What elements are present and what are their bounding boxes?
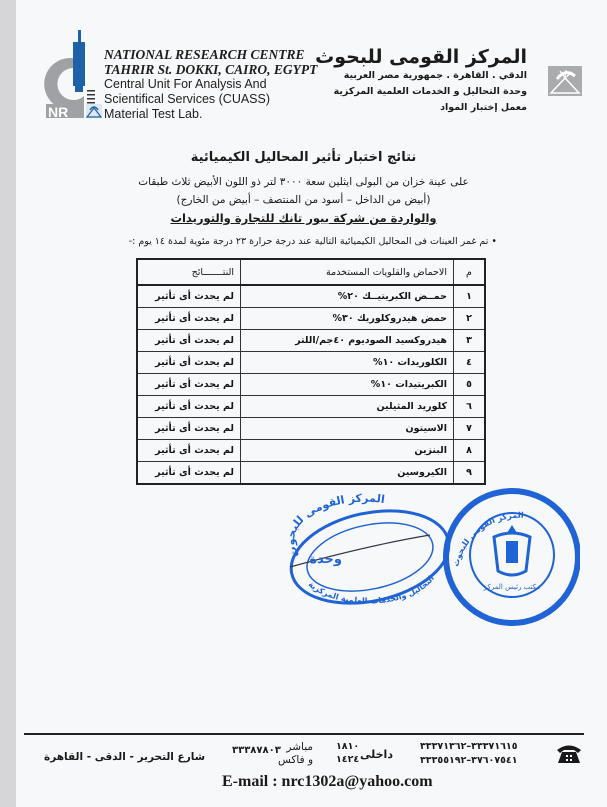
row-chemical: البنزين [241,440,454,462]
row-result: لم يحدث أى تأثير [137,440,241,462]
round-stamp-top-text: المركز القومى للبحوث [451,510,524,568]
row-num: ٦ [454,396,486,418]
ext-2: ١٤٢٤ [336,754,360,765]
footer-email: E-mail : nrc1302a@yahoo.com [222,773,433,790]
row-chemical: الكلوريدات ١٠% [241,352,454,374]
row-result: لم يحدث أى تأثير [137,308,241,330]
row-num: ٣ [454,330,486,352]
row-num: ١ [454,285,486,308]
english-letterhead [104,47,317,122]
logo-text: NR [48,104,69,120]
table-header-row [137,259,485,285]
header-num: م [454,259,486,285]
direct-label: مباشر [286,741,314,753]
official-stamps [280,485,580,645]
header-chemical: الاحماض والقلويات المستخدمة [241,259,454,285]
row-num: ٧ [454,418,486,440]
org-name-en: NATIONAL RESEARCH CENTRE [104,47,305,62]
row-chemical: الكبريتيدات ١٠% [241,374,454,396]
footer-phones [420,740,518,768]
row-chemical: حمــض الكبريتيــك ٢٠% [241,285,454,308]
results-table [136,258,486,485]
oval-stamp-middle-text: وحدة [309,552,342,567]
footer-address: شارع التحرير - الدقى - القاهرة [44,751,206,763]
ext-1: ١٨١٠ [336,741,360,752]
row-chemical: كلوريد المثيلين [241,396,454,418]
sample-description: على عينة خزان من البولى ايثلين سعة ٣٠٠٠ لتر ذو اللون الأبيض ثلاث طبقات [138,176,469,188]
phones-line-2: ٣٧٦٠٧٥٤١–٣٣٣٥٥١٩٢ [420,755,518,766]
lab-name-ar: معمل إختبار المواد [440,102,527,113]
row-result: لم يحدث أى تأثير [137,330,241,352]
nrc-emblem-icon [548,66,582,96]
table-row [137,352,485,374]
footer-direct-fax-label [278,741,313,767]
oval-stamp-top-text: المركز القومى للبحوث [284,491,386,560]
logo-fan-icon [86,104,102,118]
phones-line-1: ٣٣٣٧١٦١٥–٣٣٣٧١٣٦٢ [420,741,518,752]
unit-name-en-2: Scientifical Services (CUASS) [104,92,271,106]
oval-stamp-bottom-text: التحاليل والخدمات العلمية المركزية [306,574,436,606]
row-result: لم يحدث أى تأثير [137,418,241,440]
table-row [137,462,485,485]
logo-tube [78,30,81,42]
table-row [137,396,485,418]
row-chemical: الكيروسين [241,462,454,485]
header-result: النتـــــــائج [137,259,241,285]
ext-label: داخلى [360,748,393,761]
row-result: لم يحدث أى تأثير [137,285,241,308]
row-result: لم يحدث أى تأثير [137,374,241,396]
row-result: لم يحدث أى تأثير [137,462,241,485]
test-conditions-note: • تم غمر العينات فى المحاليل الكيميائية التالية عند درجة حرارة ٢٣ درجة مئوية لمدة ١٤ يوم :- [128,236,497,247]
table-row [137,330,485,352]
table-row [137,440,485,462]
row-num: ٢ [454,308,486,330]
round-stamp-bottom-text: مكتب رئيس المركز [483,583,541,591]
table-row [137,418,485,440]
row-chemical: حمض هيدروكلوريك ٣٠% [241,308,454,330]
row-num: ٨ [454,440,486,462]
sample-layers: (أبيض من الداخل – أسود من المنتصف – أبيض من الخارج) [176,194,431,206]
supplier-name: والواردة من شركة بيور تانك للتجارة والتوريدات [170,211,437,225]
telephone-icon [555,741,583,765]
row-num: ٥ [454,374,486,396]
row-num: ٩ [454,462,486,485]
lab-name-en: Material Test Lab. [104,107,203,121]
arabic-letterhead [315,46,527,116]
supplier-line [0,211,607,225]
unit-name-en: Central Unit For Analysis And [104,77,267,91]
row-chemical: الاسيتون [241,418,454,440]
eagle-emblem-icon [494,525,530,575]
footer-divider [24,733,584,735]
nrc-logo [40,30,104,122]
footer-extensions [336,740,359,766]
org-name-ar: المركز القومى للبحوث [315,46,527,68]
table-row [137,308,485,330]
org-address-ar: الدقي . القاهرة . جمهورية مصر العربية [343,70,527,81]
row-chemical: هيدروكسيد الصوديوم ٤٠جم/اللتر [241,330,454,352]
row-result: لم يحدث أى تأثير [137,396,241,418]
table-row [137,374,485,396]
unit-name-ar: وحدة التحاليل و الخدمات العلمية المركزية [333,86,527,97]
fax-label: و فاكس [278,754,314,766]
row-num: ٤ [454,352,486,374]
footer-fax-number: ٣٣٣٨٧٨٠٣ [232,745,281,756]
row-result: لم يحدث أى تأثير [137,352,241,374]
report-title: نتائج اختبار تأثير المحاليل الكيميائية [190,150,417,165]
org-address-en: TAHRIR St. DOKKI, CAIRO, EGYPT [104,62,318,77]
table-row [137,285,485,308]
